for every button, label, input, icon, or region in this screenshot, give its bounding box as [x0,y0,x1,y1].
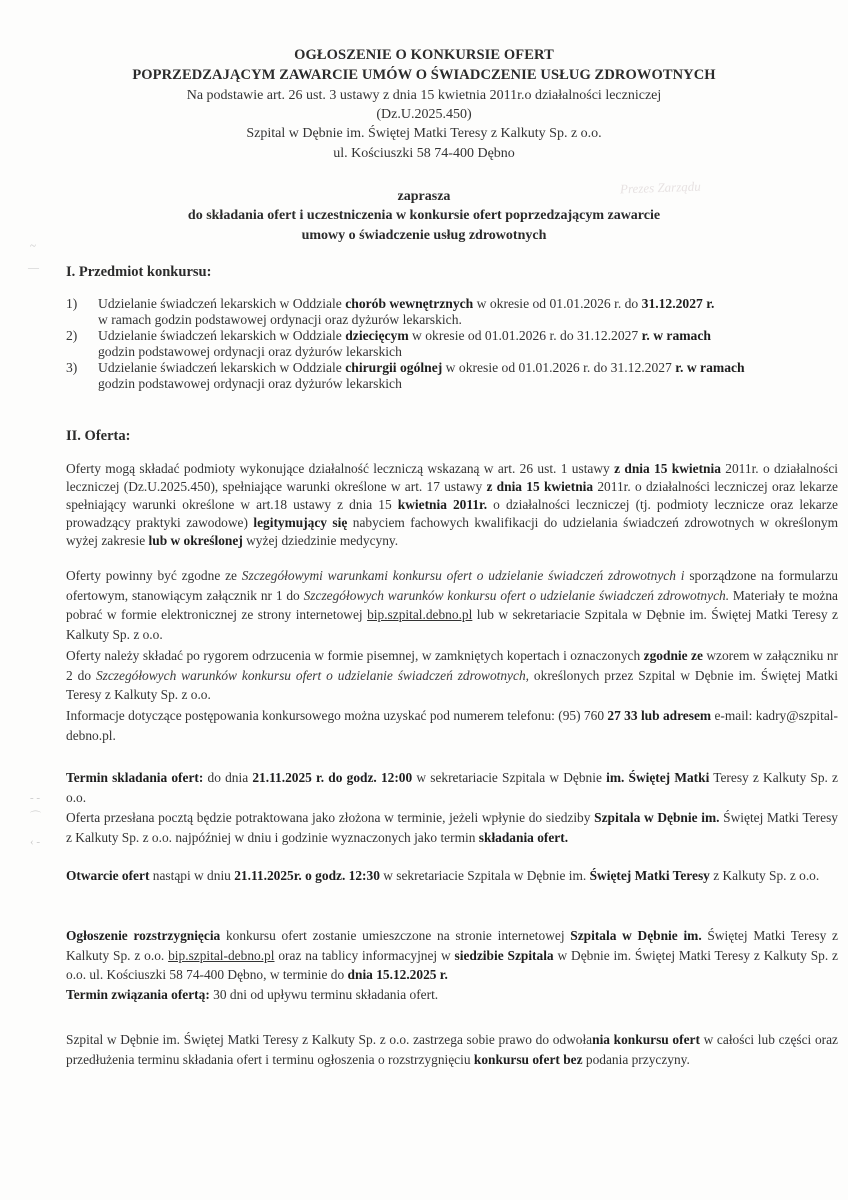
title-line-2: POPRZEDZAJĄCYM ZAWARCIE UMÓW O ŚWIADCZENIE USŁUG ZDROWOTNYCH [132,67,716,83]
item-date: 31.12.2027 r. [641,296,715,311]
contact-paragraph: Informacje dotyczące postępowania konkursowego można uzyskać pod numerem telefonu: (95) 760 27 33 lub adresem e-mail: kadry@szpital-debno.pl. [66,708,838,743]
list-number: 3) [66,360,78,375]
department-name: chirurgii ogólnej [345,360,443,375]
invitation-line-3: umowy o świadczenie usług zdrowotnych [301,228,547,243]
item-text: w okresie od 01.01.2026 r. do [473,296,642,311]
item-text: w ramach godzin podstawowej ordynacji oraz dyżurów lekarskich. [98,312,462,327]
item-date: r. w ramach [675,360,745,375]
section-1-heading: I. Przedmiot konkursu: [66,264,212,280]
submission-deadline-paragraph: Termin skladania ofert: do dnia 21.11.2025 r. do godz. 12:00 w sekretariacie Szpitala w Dębnie im. Świętej Matki Teresy z Kalkuty Sp. z o.o. [66,770,838,805]
item-text: w okresie od 01.01.2026 r. do 31.12.2027 [408,328,642,343]
offer-form-paragraph: Oferty powinny być zgodne ze Szczegółowymi warunkami konkursu ofert o udzielanie świadczeń zdrowotnych i sporządzone na formularzu ofertowym, stanowiącym załącznik nr 1 do Szczegółowych warunków konkursu ofert o udzielanie świadczeń zdrowotnych. Materiały te można pobrać w formie elektronicznej ze strony internetowej bip.szpital.debno.pl lub w sekretariacie Szpitala w Dębnie im. Świętej Matki Teresy z Kalkuty Sp. z o.o. [66,568,839,642]
legal-basis: Na podstawie art. 26 ust. 3 ustawy z dnia 15 kwietnia 2011r.o działalności leczniczej [186,88,662,103]
item-date: r. w ramach [641,328,711,343]
offer-submission-paragraph: Oferty należy składać po rygorem odrzucenia w formie pisemnej, w zamkniętych kopertach i oznaczonych zgodnie ze wzorem w załączniku nr 2 do Szczegółowych warunków konkursu ofert o udzielanie świadczeń zdrowotnych, określonych przez Szpital w Dębnie im. Świętej Matki Teresy z Kalkuty Sp. z o.o. [66,648,838,702]
offer-eligibility-paragraph: Oferty mogą składać podmioty wykonujące działalność leczniczą wskazaną w art. 26 ust. 1 ustawy z dnia 15 kwietnia 2011r. o działalności leczniczej (Dz.U.2025.450), spełniające warunki określone w art. 17 ustawy z dnia 15 kwietnia 2011r. o działalności leczniczej oraz lekarze spełniający warunki określone w art.18 ustawy z dnia 15 kwietnia 2011r. o działalności leczniczej (tj. podmioty lecznicze oraz lekarze prowadzący praktyki zawodowe) legitymujący się nabyciem fachowych kwalifikacji do udzielania świadczeń zdrowotnych w określonym wyżej zakresie lub w określonej wyżej dziedzinie medycyny. [66,461,839,548]
margin-mark: - - [30,792,41,804]
item-text: godzin podstawowej ordynacji oraz dyżurów lekarskich [98,344,402,359]
margin-mark: ~ [30,240,36,252]
item-text: Udzielanie świadczeń lekarskich w Oddziale [98,328,346,343]
department-name: dziecięcym [345,328,409,343]
item-text: Udzielanie świadczeń lekarskich w Oddziale [98,360,346,375]
item-text: w okresie od 01.01.2026 r. do 31.12.2027 [442,360,676,375]
subject-list [66,296,846,392]
list-number: 1) [66,296,78,311]
organization-name: Szpital w Dębnie im. Świętej Matki Teresy z Kalkuty Sp. z o.o. [246,126,602,141]
organization-address: ul. Kościuszki 58 74-400 Dębno [333,146,515,161]
list-item [66,360,846,392]
title-line-1: OGŁOSZENIE O KONKURSIE OFERT [294,47,554,63]
item-text: Udzielanie świadczeń lekarskich w Oddziale [98,296,346,311]
faint-stamp-watermark: Prezes Zarządu [619,178,702,197]
invitation-line-2: do składania ofert i uczestniczenia w konkursie ofert poprzedzającym zawarcie [187,208,661,223]
resolution-paragraph: Ogłoszenie rozstrzygnięcia konkursu ofert zostanie umieszczone na stronie internetowej Szpitala w Dębnie im. Świętej Matki Teresy z Kalkuty Sp. z o.o. bip.szpital-debno.pl oraz na tablicy informacyjnej w siedzibie Szpitala w Dębnie im. Świętej Matki Teresy z Kalkuty Sp. z o.o. ul. Kościuszki 58 74-400 Dębno, w terminie do dnia 15.12.2025 r. Termin związania ofertą: 30 dni od upływu terminu składania ofert. [66,928,838,1002]
section-2-heading: II. Oferta: [66,428,131,444]
item-text: godzin podstawowej ordynacji oraz dyżurów lekarskich [98,376,402,391]
margin-mark: ‹ - [30,836,41,848]
list-number: 2) [66,328,78,343]
bip-link[interactable]: bip.szpital.debno.pl [367,607,473,622]
list-item [66,328,846,360]
bip-debno-link[interactable]: bip.szpital-debno.pl [168,947,275,963]
department-name: chorób wewnętrznych [345,296,474,311]
journal-ref: (Dz.U.2025.450) [376,107,472,122]
postal-submission-paragraph: Oferta przesłana pocztą będzie potraktowana jako złożona w terminie, jeżeli wpłynie do siedziby Szpitala w Dębnie im. Świętej Matki Teresy z Kalkuty Sp. z o.o. najpóźniej w dniu i godzinie wyznaczonych jako termin składania ofert. [66,810,838,845]
invitation-line-1: zaprasza [397,189,451,204]
reservation-paragraph: Szpital w Dębnie im. Świętej Matki Teresy z Kalkuty Sp. z o.o. zastrzega sobie prawo do odwołania konkursu ofert w całości lub części oraz przedłużenia terminu składania ofert i terminu ogłoszenia o rozstrzygnięciu konkursu ofert bez podania przyczyny. [66,1032,838,1067]
opening-paragraph: Otwarcie ofert nastąpi w dniu 21.11.2025r. o godz. 12:30 w sekretariacie Szpitala w Dębnie im. Świętej Matki Teresy z Kalkuty Sp. z o.o. [66,868,820,883]
margin-mark: — [28,262,39,274]
list-item [66,296,846,328]
margin-mark: ⌒ [30,811,41,823]
